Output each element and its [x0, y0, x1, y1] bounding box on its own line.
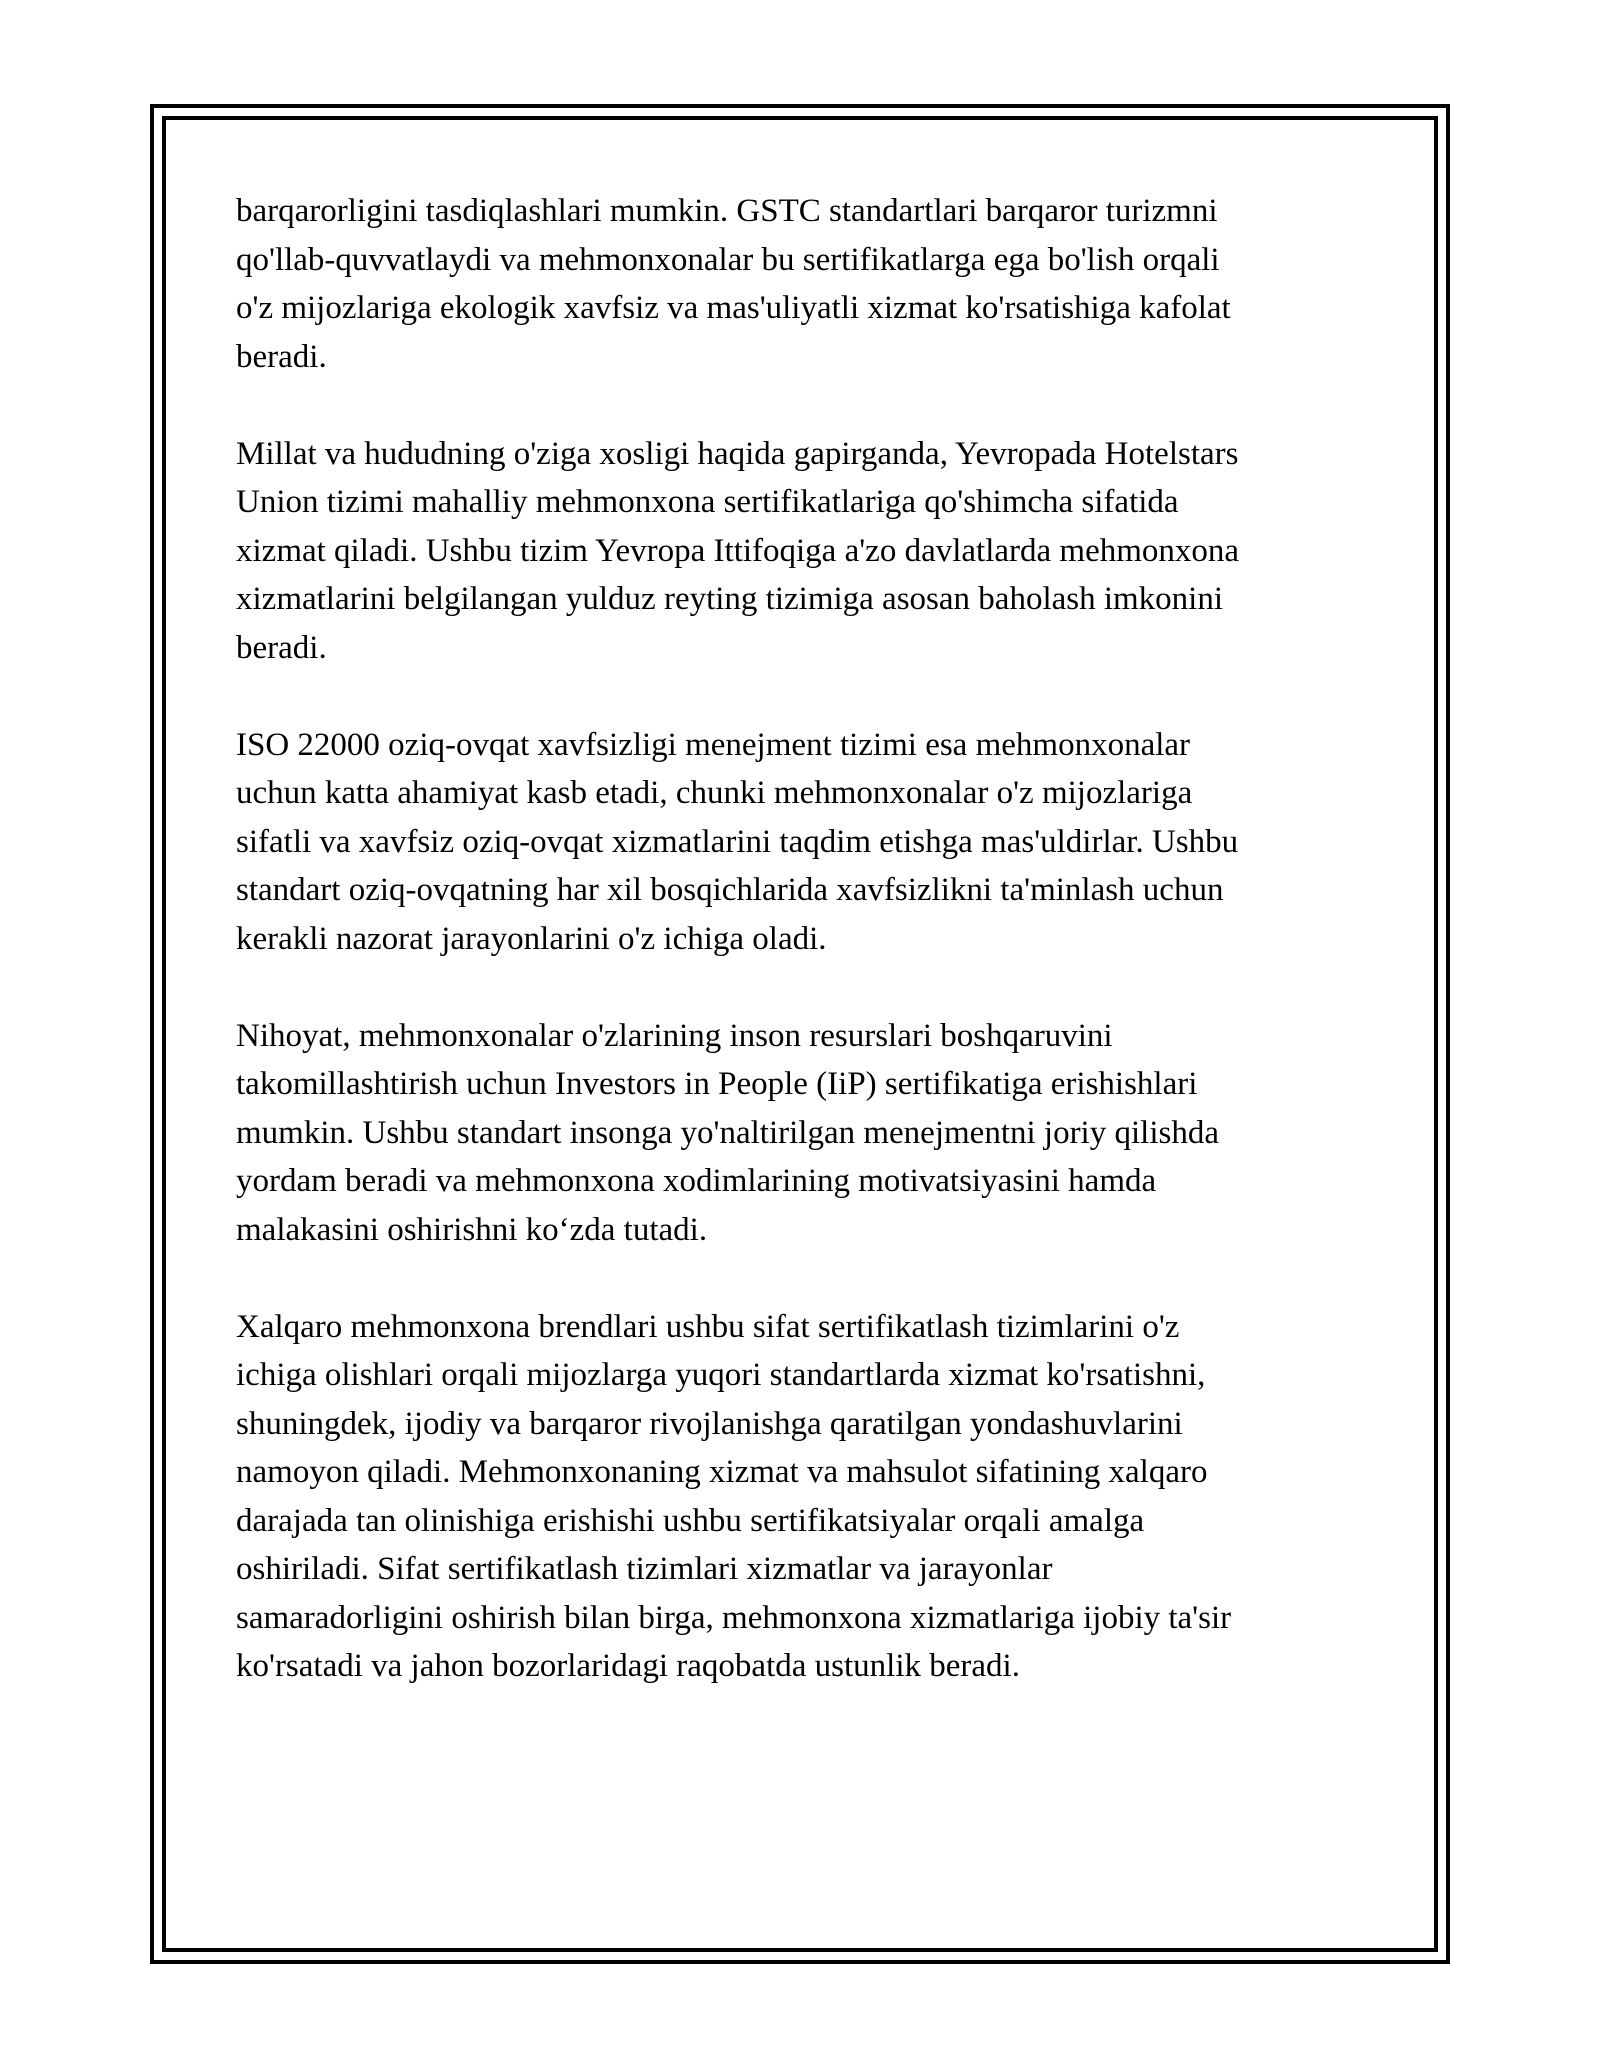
text-line: ko'rsatadi va jahon bozorlaridagi raqobatda ustunlik beradi. — [236, 1648, 1020, 1684]
text-line: ichiga olishlari orqali mijozlarga yuqori standartlarda xizmat ko'rsatishni, — [236, 1357, 1206, 1393]
paragraph-3 — [236, 721, 1376, 964]
text-line: sifatli va xavfsiz oziq-ovqat xizmatlarini taqdim etishga mas'uldirlar. Ushbu — [236, 823, 1239, 860]
text-line: oshiriladi. Sifat sertifikatlash tizimlari xizmatlar va jarayonlar — [236, 1551, 1053, 1587]
text-line: ISO 22000 oziq-ovqat xavfsizligi menejment tizimi esa mehmonxonalar — [236, 726, 1191, 763]
text-line: Union tizimi mahalliy mehmonxona sertifikatlariga qo'shimcha sifatida — [236, 484, 1179, 520]
text-line: kerakli nazorat jarayonlarini o'z ichiga oladi. — [236, 920, 827, 957]
paragraph-1 — [236, 187, 1376, 381]
text-line: qo'llab-quvvatlaydi va mehmonxonalar bu sertifikatlarga ega bo'lish orqali — [236, 241, 1220, 278]
text-line: barqarorligini tasdiqlashlari mumkin. GSTC standartlari barqaror turizmni — [236, 193, 1218, 229]
text-line: Millat va hududning o'ziga xosligi haqida gapirganda, Yevropada Hotelstars — [236, 435, 1239, 472]
text-line: darajada tan olinishiga erishishi ushbu sertifikatsiyalar orqali amalga — [236, 1502, 1145, 1539]
text-line: yordam beradi va mehmonxona xodimlarining motivatsiyasini hamda — [236, 1163, 1157, 1199]
text-line: beradi. — [236, 629, 327, 666]
text-line: shuningdek, ijodiy va barqaror rivojlanishga qaratilgan yondashuvlarini — [236, 1405, 1183, 1442]
text-line: takomillashtirish uchun Investors in People (IiP) sertifikatiga erishishlari — [236, 1066, 1198, 1102]
text-line: beradi. — [236, 338, 327, 375]
text-line: xizmat qiladi. Ushbu tizim Yevropa Ittifoqiga a'zo davlatlarda mehmonxona — [236, 532, 1240, 569]
text-line: Xalqaro mehmonxona brendlari ushbu sifat sertifikatlash tizimlarini o'z — [236, 1308, 1180, 1345]
paragraph-4 — [236, 1012, 1376, 1255]
paragraph-2 — [236, 430, 1376, 673]
text-line: Nihoyat, mehmonxonalar o'zlarining inson resurslari boshqaruvini — [236, 1017, 1113, 1054]
text-line: o'z mijozlariga ekologik xavfsiz va mas'uliyatli xizmat ko'rsatishiga kafolat — [236, 290, 1231, 326]
text-line: malakasini oshirishni ko‘zda tutadi. — [236, 1211, 708, 1248]
text-line: samaradorligini oshirish bilan birga, mehmonxona xizmatlariga ijobiy ta'sir — [236, 1599, 1232, 1636]
text-line: mumkin. Ushbu standart insonga yo'naltirilgan menejmentni joriy qilishda — [236, 1114, 1219, 1151]
text-line: uchun katta ahamiyat kasb etadi, chunki mehmonxonalar o'z mijozlariga — [236, 775, 1193, 811]
document-body — [236, 187, 1376, 1739]
text-line: xizmatlarini belgilangan yulduz reyting tizimiga asosan baholash imkonini — [236, 581, 1224, 617]
paragraph-5 — [236, 1303, 1376, 1691]
text-line: standart oziq-ovqatning har xil bosqichlarida xavfsizlikni ta'minlash uchun — [236, 872, 1224, 908]
text-line: namoyon qiladi. Mehmonxonaning xizmat va mahsulot sifatining xalqaro — [236, 1454, 1208, 1490]
